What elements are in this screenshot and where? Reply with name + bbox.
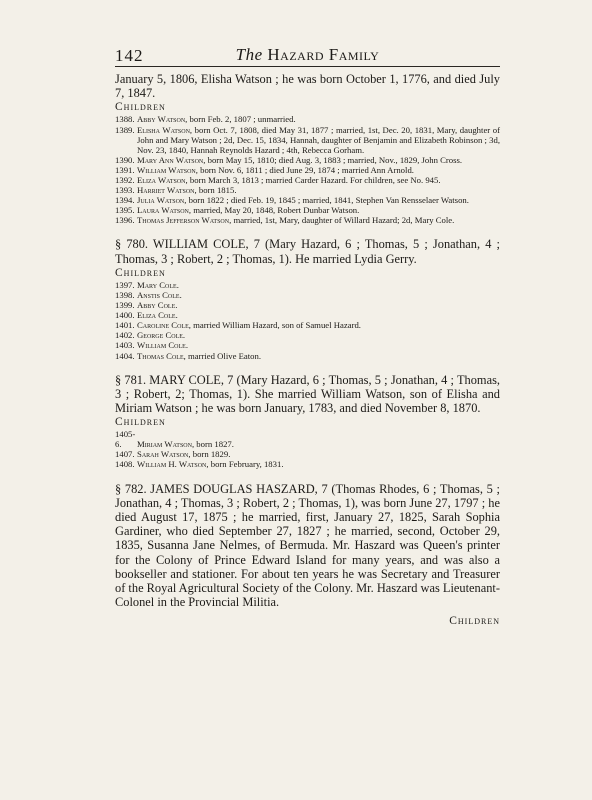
page-number: 142 <box>115 46 144 65</box>
child-entry: 1388. Abby Watson, born Feb. 2, 1807 ; unmarried. <box>115 114 296 125</box>
running-title-main: Hazard Family <box>267 45 380 64</box>
children-list <box>115 280 500 361</box>
continuation-paragraph: January 5, 1806, Elisha Watson ; he was born October 1, 1776, and died July 7, 1847. <box>115 72 500 101</box>
running-title <box>115 45 500 65</box>
section-782-paragraph: § 782. JAMES DOUGLAS HASZARD, 7 (Thomas Rhodes, 6 ; Thomas, 5 ; Jonathan, 4 ; Thomas, 3 ; Robert, 2 ; Thomas, 1), was born June 27, 1797 ; he died August 17, 1875 ; he married, first, January 27, 1825, Sarah Sophia Gardiner, who died September 27, 1827 ; he married, second, October 29, 1835, Susanna Jane Nelmes, of Bermuda. Mr. Haszard was Queen's printer for the Colony of Prince Edward Island for many years, and was also a bookseller and stationer. For about ten years he was Secretary and Treasurer of the Royal Agricultural Society of the Colony. Mr. Haszard was Lieutenant-Colonel in the Provincial Militia. <box>115 481 500 610</box>
child-entry: 1407. Sarah Watson, born 1829. <box>115 449 231 460</box>
child-entry: 1394. Julia Watson, born 1822 ; died Feb. 19, 1845 ; married, 1841, Stephen Van Rensselaer Watson. <box>115 195 469 206</box>
child-entry: 1392. Eliza Watson, born March 3, 1813 ; married Carder Hazard. For children, see No. 945. <box>115 174 441 185</box>
children-heading: Children <box>115 101 166 114</box>
children-list <box>115 429 500 469</box>
running-title-prefix: The <box>235 45 263 64</box>
children-heading: Children <box>115 266 166 279</box>
child-entry: 1398. Anstis Cole. <box>115 289 182 300</box>
section-781-paragraph: § 781. MARY COLE, 7 (Mary Hazard, 6 ; Thomas, 5 ; Jonathan, 4 ; Thomas, 3 ; Robert, 2; Thomas, 1). She married William Watson, son of Elisha and Miriam Watson ; he was born January, 1783, and died November 8, 1870. <box>115 372 500 415</box>
children-list <box>115 114 500 225</box>
child-entry: 1396. Thomas Jefferson Watson, married, 1st, Mary, daughter of Willard Hazard; 2d, Mary Cole. <box>115 215 455 226</box>
child-entry: 1400. Eliza Cole. <box>115 310 178 321</box>
child-entry: 1389. Elisha Watson, born Oct. 7, 1808, died May 31, 1877 ; married, 1st, Dec. 20, 1831, Mary, daughter of John and Mary Watson ; 2d, Dec. 15, 1834, Hannah, daughter of Benjamin and Elizabeth Robinson ; 3d, Nov. 23, 1840, Hannah Reynolds Hazard ; 4th, Rebecca Gorham. <box>115 124 500 155</box>
child-entry: 1399. Abby Cole. <box>115 300 178 311</box>
child-entry: 1408. William H. Watson, born February, 1831. <box>115 459 284 470</box>
page-body <box>115 72 500 628</box>
child-entry: 1395. Laura Watson, married, May 20, 1848, Robert Dunbar Watson. <box>115 205 360 216</box>
child-entry: 1403. William Cole. <box>115 340 188 351</box>
child-entry: 1391. William Watson, born Nov. 6, 1811 ; died June 29, 1874 ; married Ann Arnold. <box>115 164 414 175</box>
child-entry: 1393. Harriet Watson, born 1815. <box>115 185 237 196</box>
child-entry: 1405-6. Miriam Watson, born 1827. <box>115 429 234 450</box>
child-entry: 1401. Caroline Cole, married William Hazard, son of Samuel Hazard. <box>115 320 361 331</box>
children-heading: Children <box>449 615 500 628</box>
child-entry: 1390. Mary Ann Watson, born May 15, 1810; died Aug. 3, 1883 ; married, Nov., 1829, John Cross. <box>115 154 463 165</box>
child-entry: 1404. Thomas Cole, married Olive Eaton. <box>115 350 262 361</box>
child-entry: 1397. Mary Cole. <box>115 279 179 290</box>
section-780-paragraph: § 780. WILLIAM COLE, 7 (Mary Hazard, 6 ; Thomas, 5 ; Jonathan, 4 ; Thomas, 3 ; Robert, 2 ; Thomas, 1). He married Lydia Gerry. <box>115 237 500 266</box>
running-header <box>115 44 500 67</box>
children-heading: Children <box>115 416 166 429</box>
child-entry: 1402. George Cole. <box>115 330 186 341</box>
